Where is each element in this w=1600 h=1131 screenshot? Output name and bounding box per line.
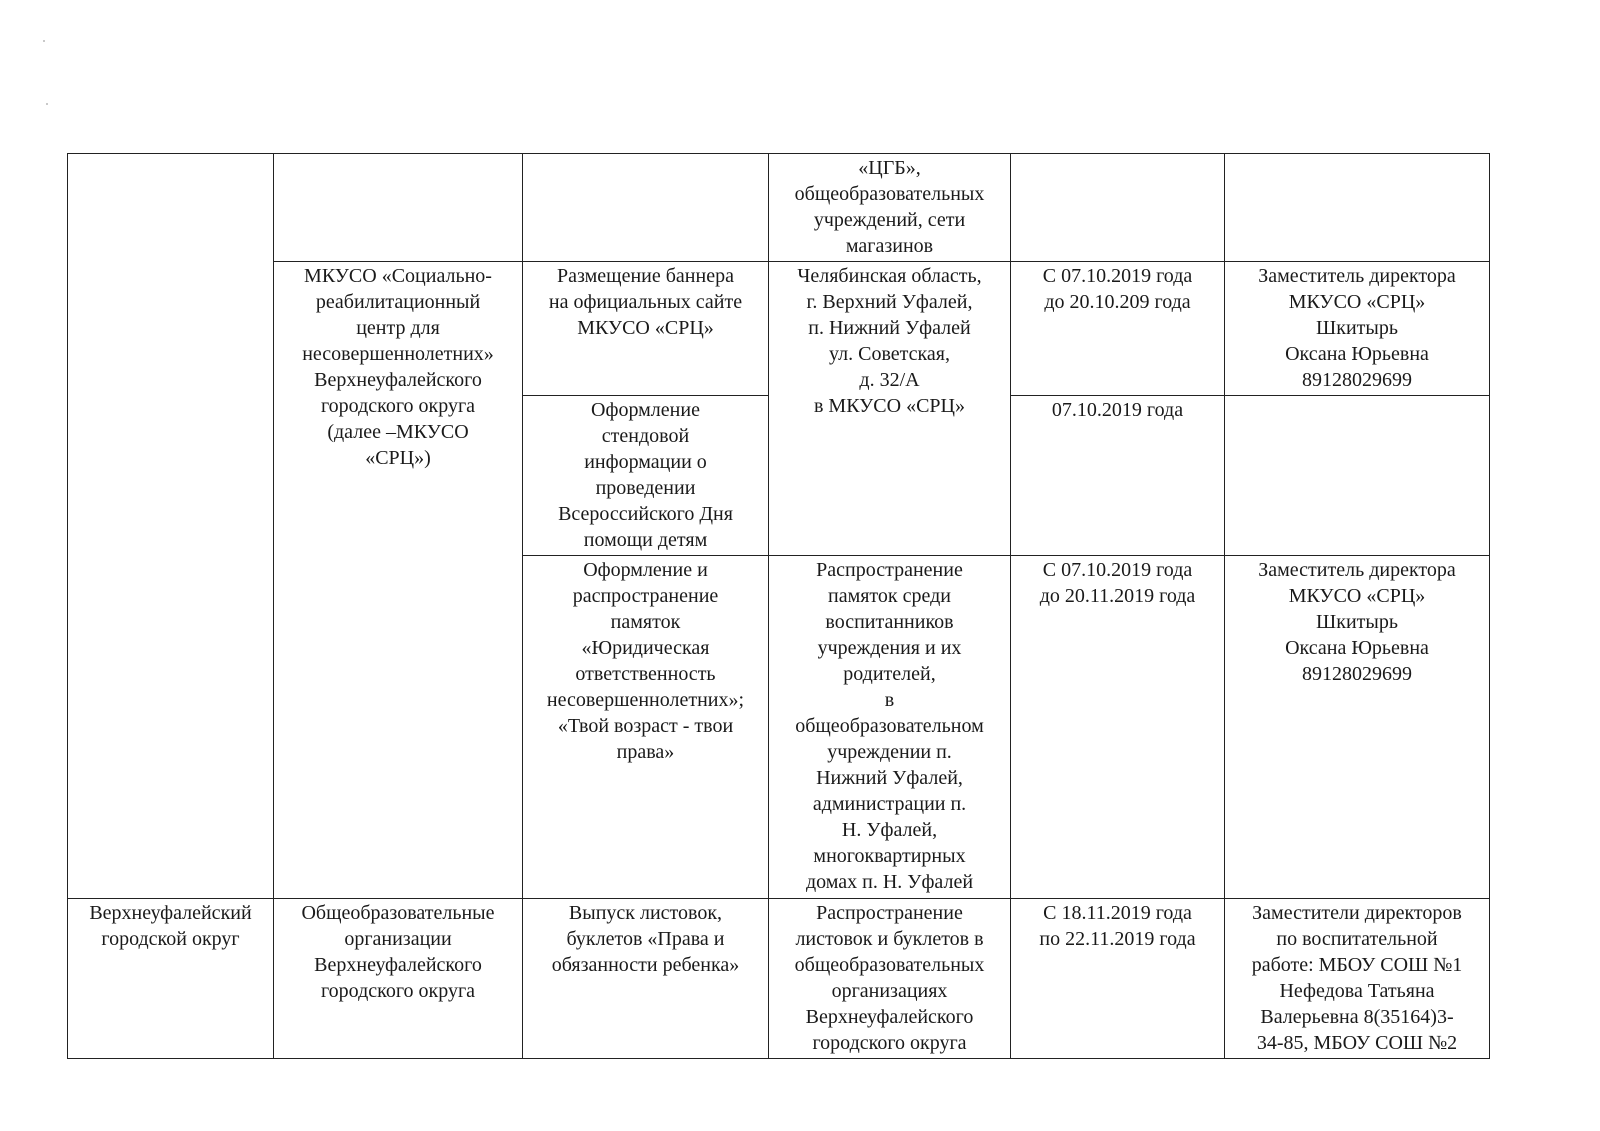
cell-activity bbox=[523, 154, 769, 262]
cell-text: организациях bbox=[831, 980, 948, 1002]
cell-text: г. Верхний Уфалей, bbox=[806, 291, 973, 313]
cell-text: Распространение bbox=[816, 902, 963, 924]
cell-text: в МКУСО «СРЦ» bbox=[813, 395, 965, 417]
cell-text: права» bbox=[616, 741, 675, 763]
cell-text: Верхнеуфалейский bbox=[89, 902, 252, 924]
cell-text: работе: МБОУ СОШ №1 bbox=[1251, 954, 1463, 976]
cell-text: Челябинская область, bbox=[797, 265, 982, 287]
cell-text: домах п. Н. Уфалей bbox=[805, 871, 974, 893]
cell-dates bbox=[1011, 899, 1225, 1059]
cell-region bbox=[68, 899, 274, 1059]
cell-text: несовершеннолетних»; bbox=[546, 689, 745, 711]
cell-text: учреждений, сети bbox=[813, 209, 966, 231]
cell-region bbox=[68, 154, 274, 899]
cell-text: Шкитырь bbox=[1316, 611, 1398, 633]
cell-text: организации bbox=[344, 928, 452, 950]
cell-location bbox=[769, 899, 1011, 1059]
cell-responsible bbox=[1225, 262, 1490, 396]
cell-text: городского округа bbox=[320, 395, 476, 417]
cell-text: распространение bbox=[572, 585, 719, 607]
cell-text: С 18.11.2019 года bbox=[1043, 902, 1192, 924]
cell-text: 07.10.2019 года bbox=[1051, 399, 1184, 421]
cell-text: листовок и буклетов в bbox=[795, 928, 984, 950]
cell-text: (далее –МКУСО bbox=[327, 421, 469, 443]
cell-text: памяток bbox=[610, 611, 681, 633]
cell-text: «Юридическая bbox=[581, 637, 710, 659]
cell-activity bbox=[523, 899, 769, 1059]
cell-responsible bbox=[1225, 556, 1490, 899]
cell-text: Распространение bbox=[816, 559, 963, 581]
cell-text: МКУСО «Социально- bbox=[304, 265, 492, 287]
cell-activity bbox=[523, 556, 769, 899]
cell-text: ответственность bbox=[575, 663, 716, 685]
cell-text: до 20.10.209 года bbox=[1044, 291, 1191, 313]
cell-text: Оформление и bbox=[583, 559, 708, 581]
cell-text: помощи детям bbox=[583, 529, 708, 551]
cell-text: Заместитель директора bbox=[1258, 265, 1456, 287]
cell-text: центр для bbox=[356, 317, 440, 339]
cell-text: Шкитырь bbox=[1316, 317, 1398, 339]
cell-text: городского округа bbox=[812, 1032, 967, 1054]
cell-text: 89128029699 bbox=[1302, 663, 1412, 685]
cell-location bbox=[769, 154, 1011, 262]
cell-text: ул. Советская, bbox=[829, 343, 950, 365]
cell-text: п. Нижний Уфалей bbox=[808, 317, 971, 339]
cell-text: Оксана Юрьевна bbox=[1285, 343, 1429, 365]
cell-text: Оксана Юрьевна bbox=[1285, 637, 1429, 659]
cell-text: Верхнеуфалейского bbox=[314, 369, 482, 391]
cell-text: проведении bbox=[595, 477, 696, 499]
cell-text: д. 32/А bbox=[859, 369, 920, 391]
cell-text: общеобразовательных bbox=[794, 954, 985, 976]
cell-text: в bbox=[884, 689, 895, 711]
cell-text: Нефедова Татьяна bbox=[1279, 980, 1435, 1002]
cell-text: буклетов «Права и bbox=[566, 928, 725, 950]
cell-text: учреждении п. bbox=[827, 741, 952, 763]
cell-text: реабилитационный bbox=[315, 291, 481, 313]
cell-text: Выпуск листовок, bbox=[568, 902, 723, 924]
cell-text: учреждения и их bbox=[817, 637, 962, 659]
cell-text: Заместители директоров bbox=[1252, 902, 1462, 924]
cell-location bbox=[769, 556, 1011, 899]
cell-text: Валерьевна 8(35164)3- bbox=[1260, 1006, 1454, 1028]
cell-text: Н. Уфалей, bbox=[841, 819, 938, 841]
table-row bbox=[68, 154, 1490, 262]
cell-text: по 22.11.2019 года bbox=[1039, 928, 1196, 950]
cell-text: стендовой bbox=[601, 425, 690, 447]
cell-text: «ЦГБ», bbox=[858, 157, 921, 179]
cell-dates bbox=[1011, 556, 1225, 899]
cell-text: 89128029699 bbox=[1302, 369, 1412, 391]
cell-activity bbox=[523, 262, 769, 396]
cell-responsible bbox=[1225, 154, 1490, 262]
cell-dates bbox=[1011, 396, 1225, 556]
cell-text: «Твой возраст - твои bbox=[557, 715, 734, 737]
cell-text: обязанности ребенка» bbox=[551, 954, 740, 976]
cell-text: С 07.10.2019 года bbox=[1042, 265, 1193, 287]
cell-text: до 20.11.2019 года bbox=[1039, 585, 1196, 607]
cell-text: общеобразовательных bbox=[794, 183, 985, 205]
cell-text: родителей, bbox=[843, 663, 936, 685]
cell-text: Общеобразовательные bbox=[301, 902, 495, 924]
cell-text: многоквартирных bbox=[813, 845, 966, 867]
cell-responsible bbox=[1225, 899, 1490, 1059]
scan-speck bbox=[46, 103, 48, 105]
cell-text: Нижний Уфалей, bbox=[816, 767, 963, 789]
cell-text: на официальных сайте bbox=[548, 291, 743, 313]
cell-location bbox=[769, 262, 1011, 556]
table-row bbox=[68, 262, 1490, 396]
cell-text: МКУСО «СРЦ» bbox=[1288, 585, 1426, 607]
cell-text: Верхнеуфалейского bbox=[805, 1006, 974, 1028]
cell-text: воспитанников bbox=[825, 611, 954, 633]
cell-dates bbox=[1011, 154, 1225, 262]
cell-dates bbox=[1011, 262, 1225, 396]
cell-text: 34-85, МБОУ СОШ №2 bbox=[1256, 1032, 1458, 1054]
cell-text: городского округа bbox=[320, 980, 476, 1002]
cell-text: городской округ bbox=[101, 928, 240, 950]
cell-text: Верхнеуфалейского bbox=[314, 954, 482, 976]
cell-text: «СРЦ») bbox=[365, 447, 431, 469]
events-table bbox=[67, 153, 1490, 1059]
cell-text: Всероссийского Дня bbox=[558, 503, 733, 525]
cell-text: Оформление bbox=[591, 399, 700, 421]
cell-organization bbox=[274, 899, 523, 1059]
cell-text: Заместитель директора bbox=[1258, 559, 1456, 581]
cell-text: магазинов bbox=[845, 235, 934, 257]
cell-text: информации о bbox=[584, 451, 707, 473]
scan-speck bbox=[43, 40, 45, 42]
cell-text: по воспитательной bbox=[1276, 928, 1438, 950]
cell-activity bbox=[523, 396, 769, 556]
cell-text: МКУСО «СРЦ» bbox=[577, 317, 714, 339]
cell-text: С 07.10.2019 года bbox=[1042, 559, 1193, 581]
cell-organization bbox=[274, 154, 523, 262]
cell-text: МКУСО «СРЦ» bbox=[1288, 291, 1426, 313]
table-row bbox=[68, 899, 1490, 1059]
cell-responsible bbox=[1225, 396, 1490, 556]
cell-text: несовершеннолетних» bbox=[302, 343, 494, 365]
cell-text: администрации п. bbox=[812, 793, 967, 815]
cell-text: Размещение баннера bbox=[557, 265, 734, 287]
cell-text: общеобразовательном bbox=[795, 715, 984, 737]
cell-organization bbox=[274, 262, 523, 899]
cell-text: памяток среди bbox=[828, 585, 951, 607]
